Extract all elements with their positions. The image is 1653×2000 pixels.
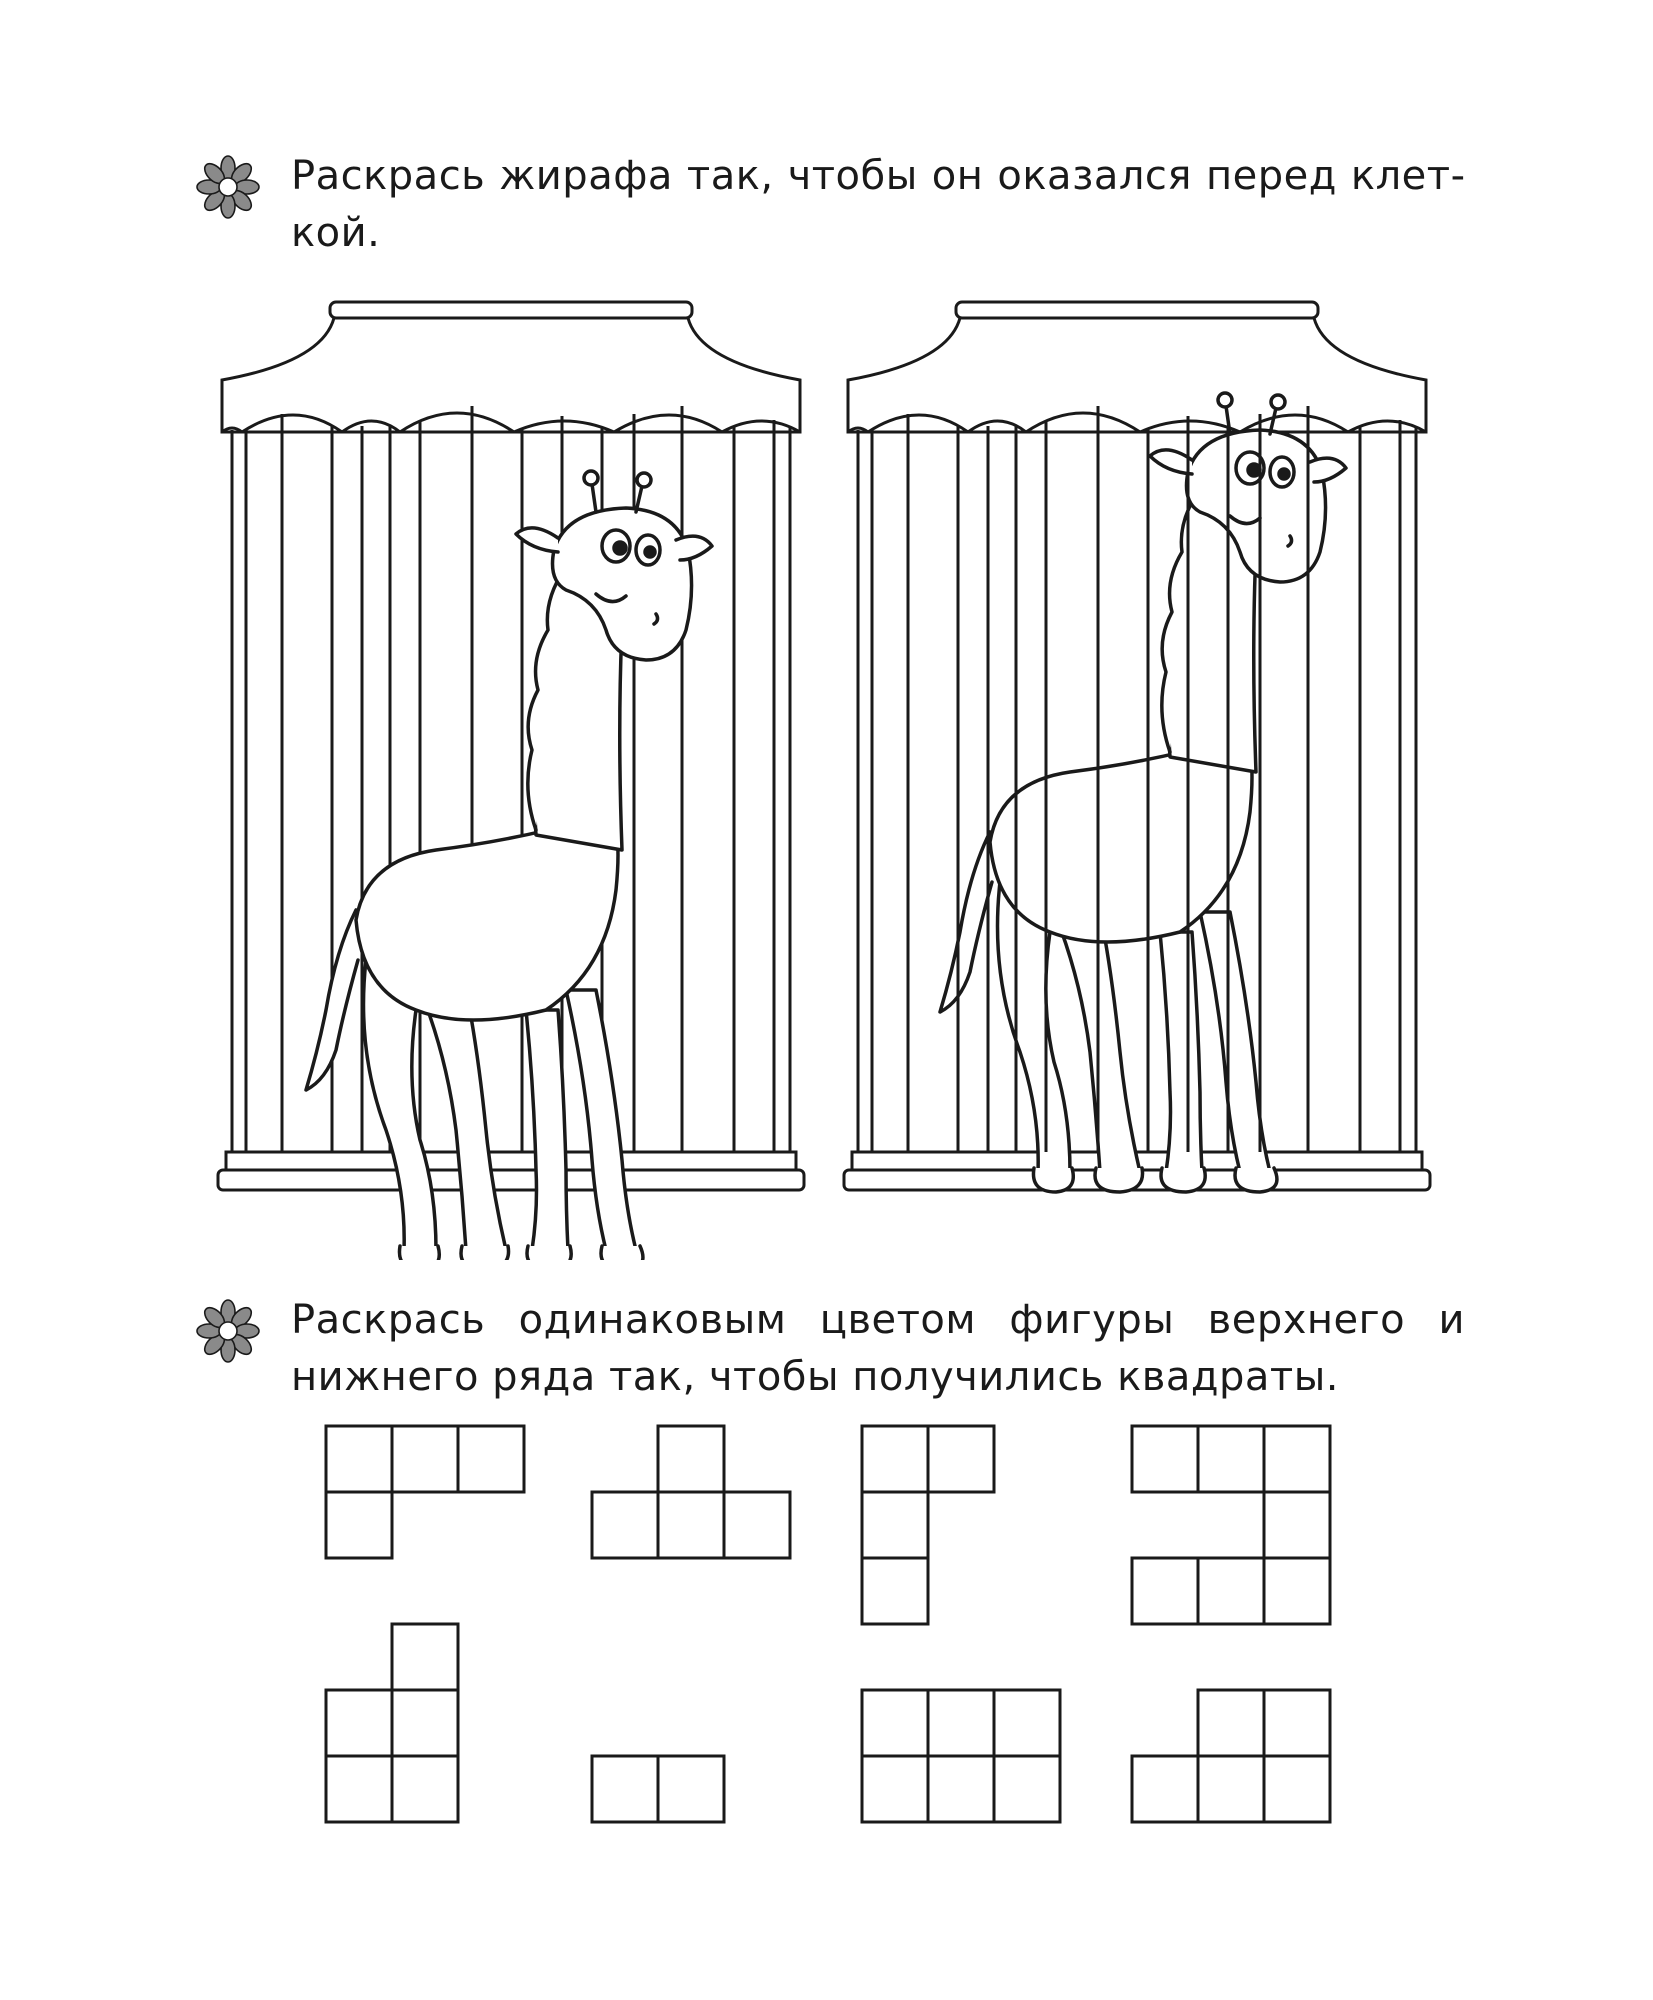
shape-cell[interactable] — [1132, 1426, 1198, 1492]
shape-cell[interactable] — [658, 1756, 724, 1822]
task-2-line-2: нижнего ряда так, чтобы получились квадраты. — [291, 1354, 1339, 1400]
shape-cell[interactable] — [1264, 1690, 1330, 1756]
shape-cell[interactable] — [724, 1492, 790, 1558]
shape-bottom-4[interactable] — [1132, 1690, 1330, 1822]
shape-top-3[interactable] — [862, 1426, 994, 1624]
shape-top-4[interactable] — [1132, 1426, 1330, 1624]
shape-cell[interactable] — [1132, 1756, 1198, 1822]
shape-cell[interactable] — [928, 1756, 994, 1822]
shape-cell[interactable] — [392, 1624, 458, 1690]
shape-cell[interactable] — [1132, 1558, 1198, 1624]
shape-cell[interactable] — [326, 1756, 392, 1822]
shape-cell[interactable] — [326, 1690, 392, 1756]
shape-cell[interactable] — [862, 1558, 928, 1624]
task-1-instruction: Раскрась жирафа так, чтобы он оказался перед клеткой. — [291, 153, 1465, 256]
shape-cell[interactable] — [862, 1426, 928, 1492]
shape-cell[interactable] — [1198, 1756, 1264, 1822]
shape-cell[interactable] — [862, 1756, 928, 1822]
shape-bottom-3[interactable] — [862, 1690, 1060, 1822]
shape-cell[interactable] — [1198, 1690, 1264, 1756]
task-2-line-1: Раскрась одинаковым цветом фигуры верхнего и — [291, 1297, 1465, 1343]
shape-cell[interactable] — [658, 1426, 724, 1492]
shape-cell[interactable] — [392, 1426, 458, 1492]
shape-cell[interactable] — [928, 1690, 994, 1756]
shape-cell[interactable] — [326, 1492, 392, 1558]
shape-cell[interactable] — [1264, 1492, 1330, 1558]
shape-cell[interactable] — [928, 1426, 994, 1492]
shape-cell[interactable] — [592, 1492, 658, 1558]
shape-cell[interactable] — [994, 1756, 1060, 1822]
shape-cell[interactable] — [1198, 1426, 1264, 1492]
shape-top-1[interactable] — [326, 1426, 524, 1558]
shape-cell[interactable] — [862, 1492, 928, 1558]
shape-cell[interactable] — [658, 1492, 724, 1558]
shape-bottom-2[interactable] — [592, 1756, 724, 1822]
shape-cell[interactable] — [1264, 1426, 1330, 1492]
shape-cell[interactable] — [326, 1426, 392, 1492]
shape-cell[interactable] — [458, 1426, 524, 1492]
shape-cell[interactable] — [592, 1756, 658, 1822]
shape-cell[interactable] — [1264, 1756, 1330, 1822]
shape-cell[interactable] — [392, 1690, 458, 1756]
shape-cell[interactable] — [1264, 1558, 1330, 1624]
shape-cell[interactable] — [392, 1756, 458, 1822]
shape-top-2[interactable] — [592, 1426, 790, 1558]
shape-cell[interactable] — [1198, 1558, 1264, 1624]
shape-bottom-1[interactable] — [326, 1624, 458, 1822]
shape-cell[interactable] — [994, 1690, 1060, 1756]
shape-cell[interactable] — [862, 1690, 928, 1756]
